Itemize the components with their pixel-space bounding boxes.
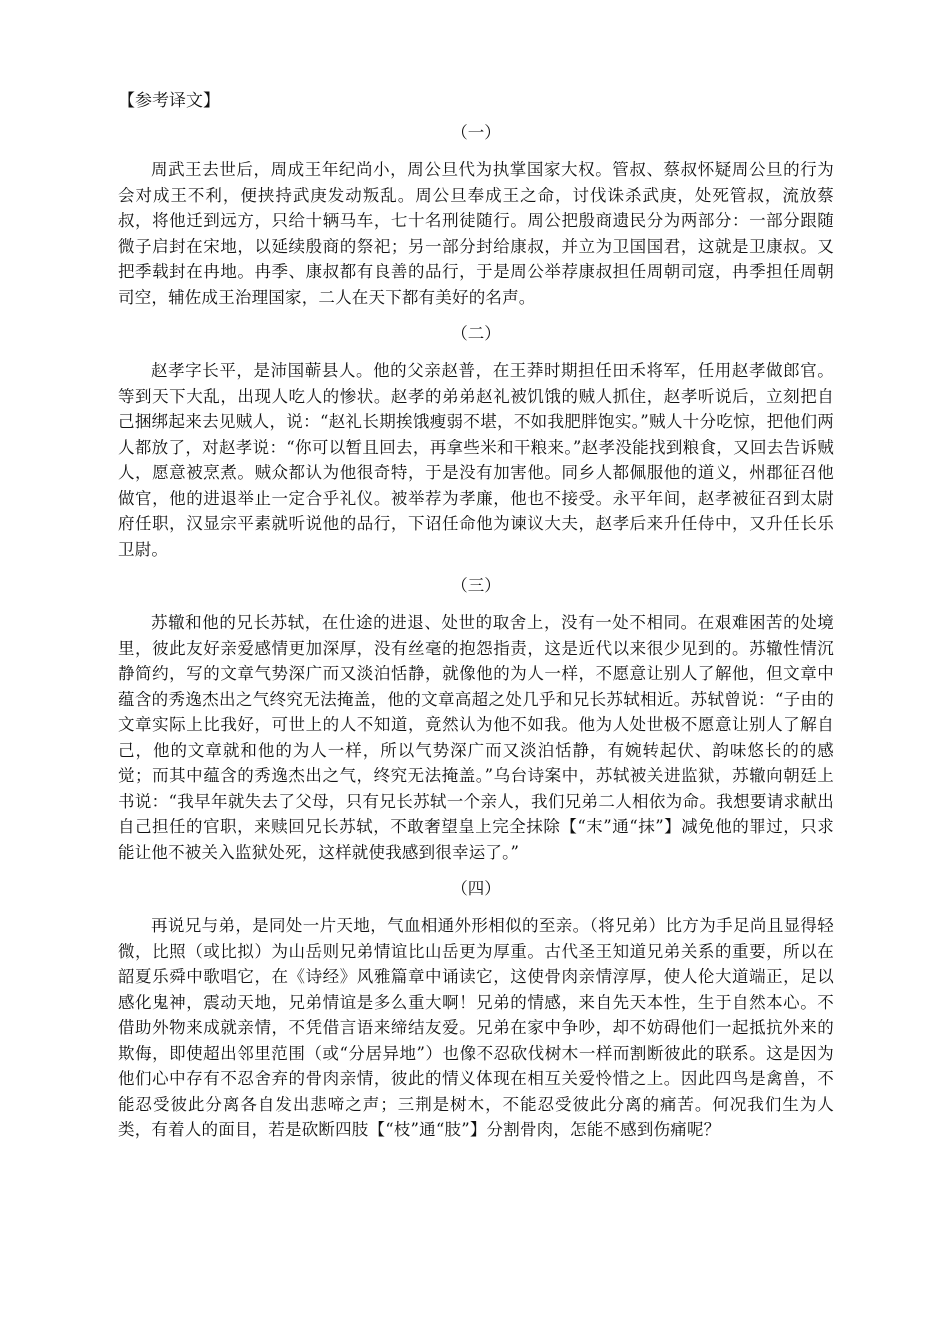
section-3-paragraph: 苏辙和他的兄长苏轼，在仕途的进退、处世的取舍上，没有一处不相同。在艰难困苦的处境里，彼此友好亲爱感情更加深厚，没有丝毫的抱怨指责，这是近代以来很少见到的。苏辙性情沉静简约，写的文章气势深广而又淡泊恬静，就像他的为人一样，不愿意让别人了解他，但文章中蕴含的秀逸杰出之气终究无法掩盖，他的文章高超之处几乎和兄长苏轼相近。苏轼曾说：“子由的文章实际上比我好，可世上的人不知道，竟然认为他不如我。他为人处世极不愿意让别人了解自己，他的文章就和他的为人一样，所以气势深广而又淡泊恬静，有婉转起伏、韵味悠长的的感觉；而其中蕴含的秀逸杰出之气，终究无法掩盖。”乌台诗案中，苏轼被关进监狱，苏辙向朝廷上书说：“我早年就失去了父母，只有兄长苏轼一个亲人，我们兄弟二人相依为命。我想要请求献出自己担任的官职，来赎回兄长苏轼，不敢奢望皇上完全抹除【“末”通“抹”】减免他的罪过，只求能让他不被关入监狱处死，这样就使我感到很幸运了。”: [118, 613, 834, 862]
document-heading: 【参考译文】: [118, 91, 220, 111]
section-1-paragraph: 周武王去世后，周成王年纪尚小，周公旦代为执掌国家大权。管叔、蔡叔怀疑周公旦的行为会对成王不利，便挟持武庚发动叛乱。周公旦奉成王之命，讨伐诛杀武庚，处死管叔，流放蔡叔，将他迁到远方，只给十辆马车，七十名刑徒随行。周公把殷商遗民分为两部分：一部分跟随微子启封在宋地，以延续殷商的祭祀；另一部分封给康叔，并立为卫国国君，这就是卫康叔。又把季载封在冉地。冉季、康叔都有良善的品行，于是周公举荐康叔担任周朝司寇，冉季担任周朝司空，辅佐成王治理国家，二人在天下都有美好的名声。: [118, 160, 834, 307]
section-2-title: （二）: [451, 324, 501, 343]
section-1-title: （一）: [451, 123, 501, 142]
section-4-paragraph: 再说兄与弟，是同处一片天地，气血相通外形相似的至亲。（将兄弟）比方为手足尚且显得轻微，比照（或比拟）为山岳则兄弟情谊比山岳更为厚重。古代圣王知道兄弟关系的重要，所以在韶夏乐舜中歌唱它，在《诗经》风雅篇章中诵读它，这使骨肉亲情淳厚，使人伦大道端正，足以感化鬼神，震动天地，兄弟情谊是多么重大啊！兄弟的情感，来自先天本性，生于自然本心。不借助外物来成就亲情，不凭借言语来缔结友爱。兄弟在家中争吵，却不妨碍他们一起抵抗外来的欺侮，即使超出邻里范围（或“分居异地”）也像不忍砍伐树木一样而割断彼此的联系。这是因为他们心中存有不忍舍弃的骨肉亲情，彼此的情义体现在相互关爱怜惜之上。因此四鸟是禽兽，不能忍受彼此分离各自发出悲啼之声；三荆是树木，不能忍受彼此分离的痛苦。何况我们生为人类，有着人的面目，若是砍断四肢【“枝”通“肢”】分割骨肉，怎能不感到伤痛呢？: [118, 916, 834, 1139]
section-4-title: （四）: [451, 879, 501, 898]
section-2-paragraph: 赵孝字长平，是沛国蕲县人。他的父亲赵普，在王莽时期担任田禾将军，任用赵孝做郎官。等到天下大乱，出现人吃人的惨状。赵孝的弟弟赵礼被饥饿的贼人抓住，赵孝听说后，立刻把自己捆绑起来去见贼人，说：“赵礼长期挨饿瘦弱不堪，不如我肥胖饱实。”贼人十分吃惊，把他们两人都放了，对赵孝说：“你可以暂且回去，再拿些米和干粮来。”赵孝没能找到粮食，又回去告诉贼人，愿意被烹煮。贼众都认为他很奇特，于是没有加害他。同乡人都佩服他的道义，州郡征召他做官，他的进退举止一定合乎礼仪。被举荐为孝廉，他也不接受。永平年间，赵孝被征召到太尉府任职，汉显宗平素就听说他的品行，下诏任命他为谏议大夫，赵孝后来升任侍中，又升任长乐卫尉。: [118, 361, 834, 559]
document-body: [118, 88, 834, 1154]
section-3-title: （三）: [451, 576, 501, 595]
